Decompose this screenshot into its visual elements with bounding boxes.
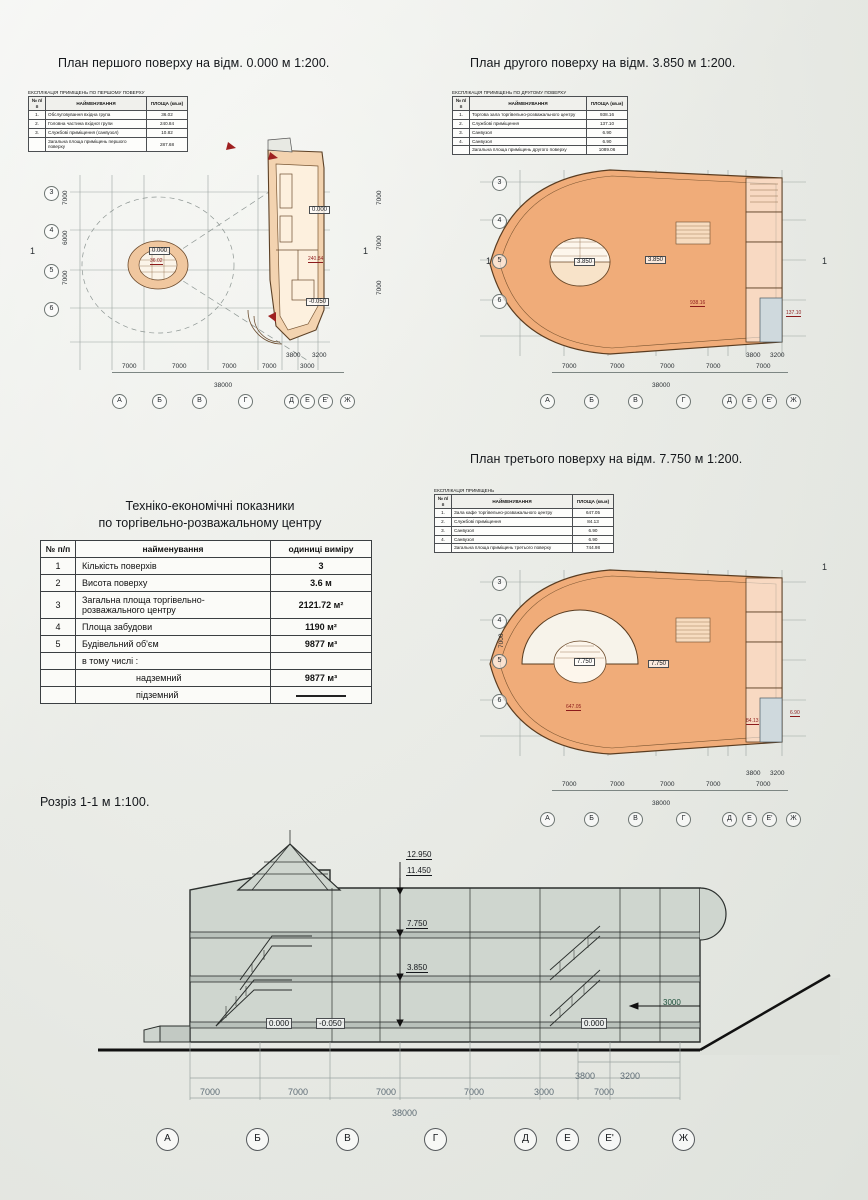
- cell-area: 84.13: [573, 518, 614, 527]
- col-name: НАЙМЕНУВАННЯ: [470, 97, 587, 111]
- grid-bubble-e: Е: [556, 1128, 579, 1151]
- table-row-total: [435, 544, 614, 553]
- section-mark-right: 1: [363, 246, 369, 256]
- tep-title: [40, 498, 380, 532]
- grid-bubble-4: 4: [492, 214, 507, 229]
- col-name: НАЙМЕНУВАННЯ: [46, 97, 147, 111]
- title-section: Розріз 1-1 м 1:100.: [40, 795, 150, 809]
- cell-index: 4.: [435, 535, 452, 544]
- level-tag-entry: -0.050: [306, 298, 329, 306]
- grid-bubble-3: 3: [44, 186, 59, 201]
- grid-bubble-5: 5: [492, 654, 507, 669]
- tep-cell-name: Висота поверху: [76, 574, 271, 591]
- level-value: 7.750: [407, 919, 428, 928]
- dim-3000-slope: 3000: [663, 998, 681, 1007]
- dim-h3-3: 7000: [660, 781, 675, 788]
- dim-h3-4: 7000: [706, 781, 721, 788]
- cell-index: 1.: [29, 111, 46, 120]
- grid-bubble-3: 3: [492, 576, 507, 591]
- cell-area: 6.90: [573, 526, 614, 535]
- cell-name: Торгова зала торгівельно-розважального центру: [470, 111, 587, 120]
- tep-row-subheader: [41, 652, 372, 669]
- table-row: [453, 128, 628, 137]
- grid-bubble-a: А: [540, 394, 555, 409]
- cell-area: 744.98: [573, 544, 614, 553]
- grid-bubble-3: 3: [492, 176, 507, 191]
- room-area-floor2-2: 137.10: [786, 310, 802, 316]
- col-index: № п/п: [453, 97, 470, 111]
- cell-name: Загальна площа приміщень другого поверху: [470, 146, 587, 155]
- cell-area: 6.90: [587, 128, 628, 137]
- tep-cell-value: 2121.72 м²: [271, 591, 372, 618]
- tep-cell-index: [41, 686, 76, 703]
- grid-bubble-d: Д: [284, 394, 299, 409]
- cell-name: Загальна площа приміщень першого поверху: [46, 137, 147, 151]
- cell-name: Головна частина вхідної групи: [46, 120, 147, 129]
- tep-cell-name: Кількість поверхів: [76, 557, 271, 574]
- cell-area: 287.68: [147, 137, 188, 151]
- explication-table-floor-3: [434, 488, 614, 553]
- room-area-1: 240.84: [308, 256, 324, 262]
- section-dim-total: 38000: [392, 1108, 418, 1118]
- grid-bubble-v: В: [628, 394, 643, 409]
- grid-bubble-e: Е: [742, 394, 757, 409]
- cell-name: Загальна площа приміщень третього поверху: [452, 544, 573, 553]
- room-area-floor3-3: 6.90: [790, 710, 800, 716]
- level-tag-core-2: 3.850: [574, 258, 595, 266]
- grid-bubble-6: 6: [492, 294, 507, 309]
- grid-bubble-a: А: [156, 1128, 179, 1151]
- level-mark-12950: [406, 850, 432, 859]
- table-row: [453, 120, 628, 129]
- grid-bubble-e-prime: Е': [598, 1128, 621, 1151]
- dim-chain-line-3: [552, 790, 788, 791]
- grid-bubble-d: Д: [722, 394, 737, 409]
- cell-index: 2.: [29, 120, 46, 129]
- grid-bubble-v: В: [192, 394, 207, 409]
- tep-header-row: [41, 540, 372, 557]
- dim-h-5: 3000: [300, 363, 315, 370]
- cell-name: Службові приміщення (санвузол): [46, 128, 147, 137]
- col-name: НАЙМЕНУВАННЯ: [452, 495, 573, 509]
- table-row-total: [453, 146, 628, 155]
- tep-row: [41, 669, 372, 686]
- cell-index: 2.: [435, 518, 452, 527]
- cell-index: 4.: [453, 137, 470, 146]
- table-header-row: [29, 97, 188, 111]
- level-tag-main: 0.000: [309, 206, 330, 214]
- level-tag-core: 0.000: [149, 247, 170, 255]
- grid-bubble-d: Д: [514, 1128, 537, 1151]
- tep-cell-index: 3: [41, 591, 76, 618]
- tep-cell-name: в тому числі :: [76, 652, 271, 669]
- cell-area: 6.90: [587, 137, 628, 146]
- tep-row: [41, 618, 372, 635]
- section-dim-3: 7000: [376, 1087, 397, 1097]
- dim-total-plan2: 38000: [652, 382, 671, 389]
- cell-name: Службові приміщення: [452, 518, 573, 527]
- tep-cell-value: 3: [271, 557, 372, 574]
- tep-row: [41, 686, 372, 703]
- section-mark-right-2: 1: [822, 256, 828, 266]
- col-index: № п/п: [435, 495, 452, 509]
- dim-h3-7: 7000: [756, 781, 771, 788]
- dim-h-3: 7000: [222, 363, 237, 370]
- tep-block: [40, 498, 380, 704]
- level-tag-floor3: 7.750: [648, 660, 669, 668]
- section-dim-4: 7000: [464, 1087, 485, 1097]
- room-area-floor3-1: 647.05: [566, 704, 582, 710]
- cell-area: 36.02: [147, 111, 188, 120]
- explication-caption-2: ЕКСПЛІКАЦІЯ ПРИМІЩЕНЬ ПО ДРУГОМУ ПОВЕРХУ: [452, 90, 567, 95]
- level-mark-7750: [406, 919, 428, 928]
- grid-bubble-a: А: [540, 812, 555, 827]
- title-floor-3: План третього поверху на відм. 7.750 м 1:200.: [470, 452, 743, 466]
- tep-table: [40, 540, 372, 704]
- cell-area: 240.84: [147, 120, 188, 129]
- grid-bubble-e-prime: Е': [762, 394, 777, 409]
- tep-cell-name: Будівельний об'єм: [76, 635, 271, 652]
- grid-bubble-zh: Ж: [786, 812, 801, 827]
- col-area: ПЛОЩА (кв.м): [573, 495, 614, 509]
- tep-cell-name: підземний: [76, 686, 271, 703]
- grid-bubble-6: 6: [492, 694, 507, 709]
- dim-total-plan1: 38000: [214, 382, 233, 389]
- tep-cell-value: 9877 м³: [271, 669, 372, 686]
- table-row: [435, 509, 614, 518]
- dim-h3-2: 7000: [610, 781, 625, 788]
- table-row: [435, 526, 614, 535]
- level-value: 12.950: [407, 850, 432, 859]
- section-dim-6: 3800: [575, 1071, 596, 1081]
- cell-index: [435, 544, 452, 553]
- room-area-floor3-2: 84.13: [746, 718, 759, 724]
- tep-cell-value: [271, 652, 372, 669]
- dim-h-7: 3200: [312, 352, 327, 359]
- tep-cell-value: 1190 м²: [271, 618, 372, 635]
- tep-row: [41, 591, 372, 618]
- col-index: № п/п: [29, 97, 46, 111]
- title-floor-2: План другого поверху на відм. 3.850 м 1:200.: [470, 56, 736, 70]
- dim-h-2: 7000: [172, 363, 187, 370]
- table-row: [29, 111, 188, 120]
- dim-v-5: 7000: [376, 235, 383, 250]
- tep-cell-value: 3.6 м: [271, 574, 372, 591]
- section-dim-7: 3200: [620, 1071, 641, 1081]
- tep-row: [41, 574, 372, 591]
- level-value: 3.850: [407, 963, 428, 972]
- table-row: [29, 120, 188, 129]
- grid-bubble-b: Б: [246, 1128, 269, 1151]
- grid-bubble-4: 4: [492, 614, 507, 629]
- cell-area: 137.10: [587, 120, 628, 129]
- dim-h3-1: 7000: [562, 781, 577, 788]
- table-header-row: [435, 495, 614, 509]
- dim-v-1: 7000: [62, 190, 69, 205]
- tep-col-units: одиниці виміру: [271, 540, 372, 557]
- plan-floor-1-drawing: [40, 130, 370, 430]
- grid-bubble-g: Г: [676, 394, 691, 409]
- explication-caption-3: ЕКСПЛІКАЦІЯ ПРИМІЩЕНЬ: [434, 488, 495, 493]
- table-row: [453, 137, 628, 146]
- grid-bubble-a: А: [112, 394, 127, 409]
- dim-h-4: 7000: [262, 363, 277, 370]
- tep-row: [41, 557, 372, 574]
- section-drawing: [40, 830, 840, 1100]
- cell-area: 1089.06: [587, 146, 628, 155]
- level-mark-11450: [406, 866, 432, 875]
- cell-name: Службові приміщення: [470, 120, 587, 129]
- dim-total-plan3: 38000: [652, 800, 671, 807]
- section-mark-right-3: 1: [822, 562, 828, 572]
- tep-cell-value: 9877 м³: [271, 635, 372, 652]
- grid-bubble-5: 5: [492, 254, 507, 269]
- dim-h2-5: 3800: [746, 352, 761, 359]
- table-row: [435, 518, 614, 527]
- level-tag-floor2: 3.850: [645, 256, 666, 264]
- dim-h2-1: 7000: [562, 363, 577, 370]
- tep-row: [41, 635, 372, 652]
- dim-v-4: 7000: [376, 190, 383, 205]
- col-area: ПЛОЩА (кв.м): [147, 97, 188, 111]
- cell-index: 3.: [435, 526, 452, 535]
- cell-index: 2.: [453, 120, 470, 129]
- tep-title-line-1: Техніко-економічні показники: [125, 499, 295, 513]
- table-row: [435, 535, 614, 544]
- cell-name: Санвузол: [470, 137, 587, 146]
- dim-chain-line-2: [552, 372, 788, 373]
- cell-name: Санвузол: [470, 128, 587, 137]
- dim-h2-6: 3200: [770, 352, 785, 359]
- section-dim-5: 3000: [534, 1087, 555, 1097]
- grid-bubble-g: Г: [238, 394, 253, 409]
- cell-area: 6.90: [573, 535, 614, 544]
- plan-floor-2-drawing: [460, 160, 820, 420]
- tep-cell-index: 4: [41, 618, 76, 635]
- empty-value-dash: [296, 695, 346, 697]
- section-dim-2: 7000: [288, 1087, 309, 1097]
- tep-col-name: найменування: [76, 540, 271, 557]
- explication-table-floor-2: [452, 90, 628, 155]
- cell-name: Санвузол: [452, 526, 573, 535]
- dim-v-3: 7000: [62, 270, 69, 285]
- cell-index: 3.: [29, 128, 46, 137]
- cell-index: 1.: [435, 509, 452, 518]
- grid-bubble-g: Г: [424, 1128, 447, 1151]
- grid-bubble-g: Г: [676, 812, 691, 827]
- tep-cell-name: Площа забудови: [76, 618, 271, 635]
- cell-name: Санвузол: [452, 535, 573, 544]
- tep-cell-value-empty: [271, 686, 372, 703]
- cell-index: [453, 146, 470, 155]
- level-value: 11.450: [407, 866, 431, 875]
- grid-bubble-e-prime: Е': [762, 812, 777, 827]
- cell-index: 3.: [453, 128, 470, 137]
- grid-bubble-b: Б: [584, 812, 599, 827]
- room-area-2: 36.02: [150, 258, 163, 264]
- dim-h2-4: 7000: [706, 363, 721, 370]
- dim-v-2: 6000: [62, 230, 69, 245]
- grid-bubble-zh: Ж: [340, 394, 355, 409]
- level-mark-3850: [406, 963, 428, 972]
- dim-v3-1: 7000: [498, 633, 505, 648]
- section-dim-1: 7000: [200, 1087, 221, 1097]
- section-dim-8: 7000: [594, 1087, 615, 1097]
- room-area-floor2-1: 938.16: [690, 300, 706, 306]
- table-row: [453, 111, 628, 120]
- grid-bubble-e: Е: [742, 812, 757, 827]
- tep-cell-index: [41, 669, 76, 686]
- dim-h-6: 3800: [286, 352, 301, 359]
- grid-bubble-v: В: [336, 1128, 359, 1151]
- tep-cell-name: Загальна площа торгівельно-розважального центру: [76, 591, 271, 618]
- tep-cell-index: 2: [41, 574, 76, 591]
- tep-col-index: № п/п: [41, 540, 76, 557]
- table-header-row: [453, 97, 628, 111]
- grid-bubble-zh: Ж: [786, 394, 801, 409]
- dim-h2-7: 7000: [756, 363, 771, 370]
- dim-h2-2: 7000: [610, 363, 625, 370]
- section-mark-left-2: 1: [486, 256, 492, 266]
- dim-v-6: 7000: [376, 280, 383, 295]
- grid-bubble-4: 4: [44, 224, 59, 239]
- level-mark-0000-left: 0.000: [266, 1018, 292, 1029]
- grid-bubble-zh: Ж: [672, 1128, 695, 1151]
- level-tag-core-3: 7.750: [574, 658, 595, 666]
- grid-bubble-6: 6: [44, 302, 59, 317]
- tep-cell-index: 1: [41, 557, 76, 574]
- grid-bubble-b: Б: [584, 394, 599, 409]
- dim-h3-6: 3200: [770, 770, 785, 777]
- level-mark-0000-right: 0.000: [581, 1018, 607, 1029]
- grid-bubble-b: Б: [152, 394, 167, 409]
- grid-bubble-e: Е: [300, 394, 315, 409]
- dim-chain-line: [112, 372, 344, 373]
- title-floor-1: План першого поверху на відм. 0.000 м 1:200.: [58, 56, 330, 70]
- cell-area: 938.16: [587, 111, 628, 120]
- grid-bubble-5: 5: [44, 264, 59, 279]
- cell-name: Обслуговування вхідна група: [46, 111, 147, 120]
- dim-h2-3: 7000: [660, 363, 675, 370]
- tep-cell-name: надземний: [76, 669, 271, 686]
- level-mark-minus-0050: -0.050: [316, 1018, 345, 1029]
- grid-bubble-e-prime: Е': [318, 394, 333, 409]
- tep-cell-index: 5: [41, 635, 76, 652]
- grid-bubble-d: Д: [722, 812, 737, 827]
- section-mark-left: 1: [30, 246, 36, 256]
- col-area: ПЛОЩА (кв.м): [587, 97, 628, 111]
- cell-area: 647.05: [573, 509, 614, 518]
- tep-cell-index: [41, 652, 76, 669]
- cell-index: 1.: [453, 111, 470, 120]
- explication-caption-1: ЕКСПЛІКАЦІЯ ПРИМІЩЕНЬ ПО ПЕРШОМУ ПОВЕРХУ: [28, 90, 145, 95]
- grid-bubble-v: В: [628, 812, 643, 827]
- dim-h-1: 7000: [122, 363, 137, 370]
- cell-area: 10.82: [147, 128, 188, 137]
- cell-name: Зала кафе торгівельно-розважального центру: [452, 509, 573, 518]
- tep-title-line-2: по торгівельно-розважальному центру: [98, 515, 322, 530]
- dim-h3-5: 3800: [746, 770, 761, 777]
